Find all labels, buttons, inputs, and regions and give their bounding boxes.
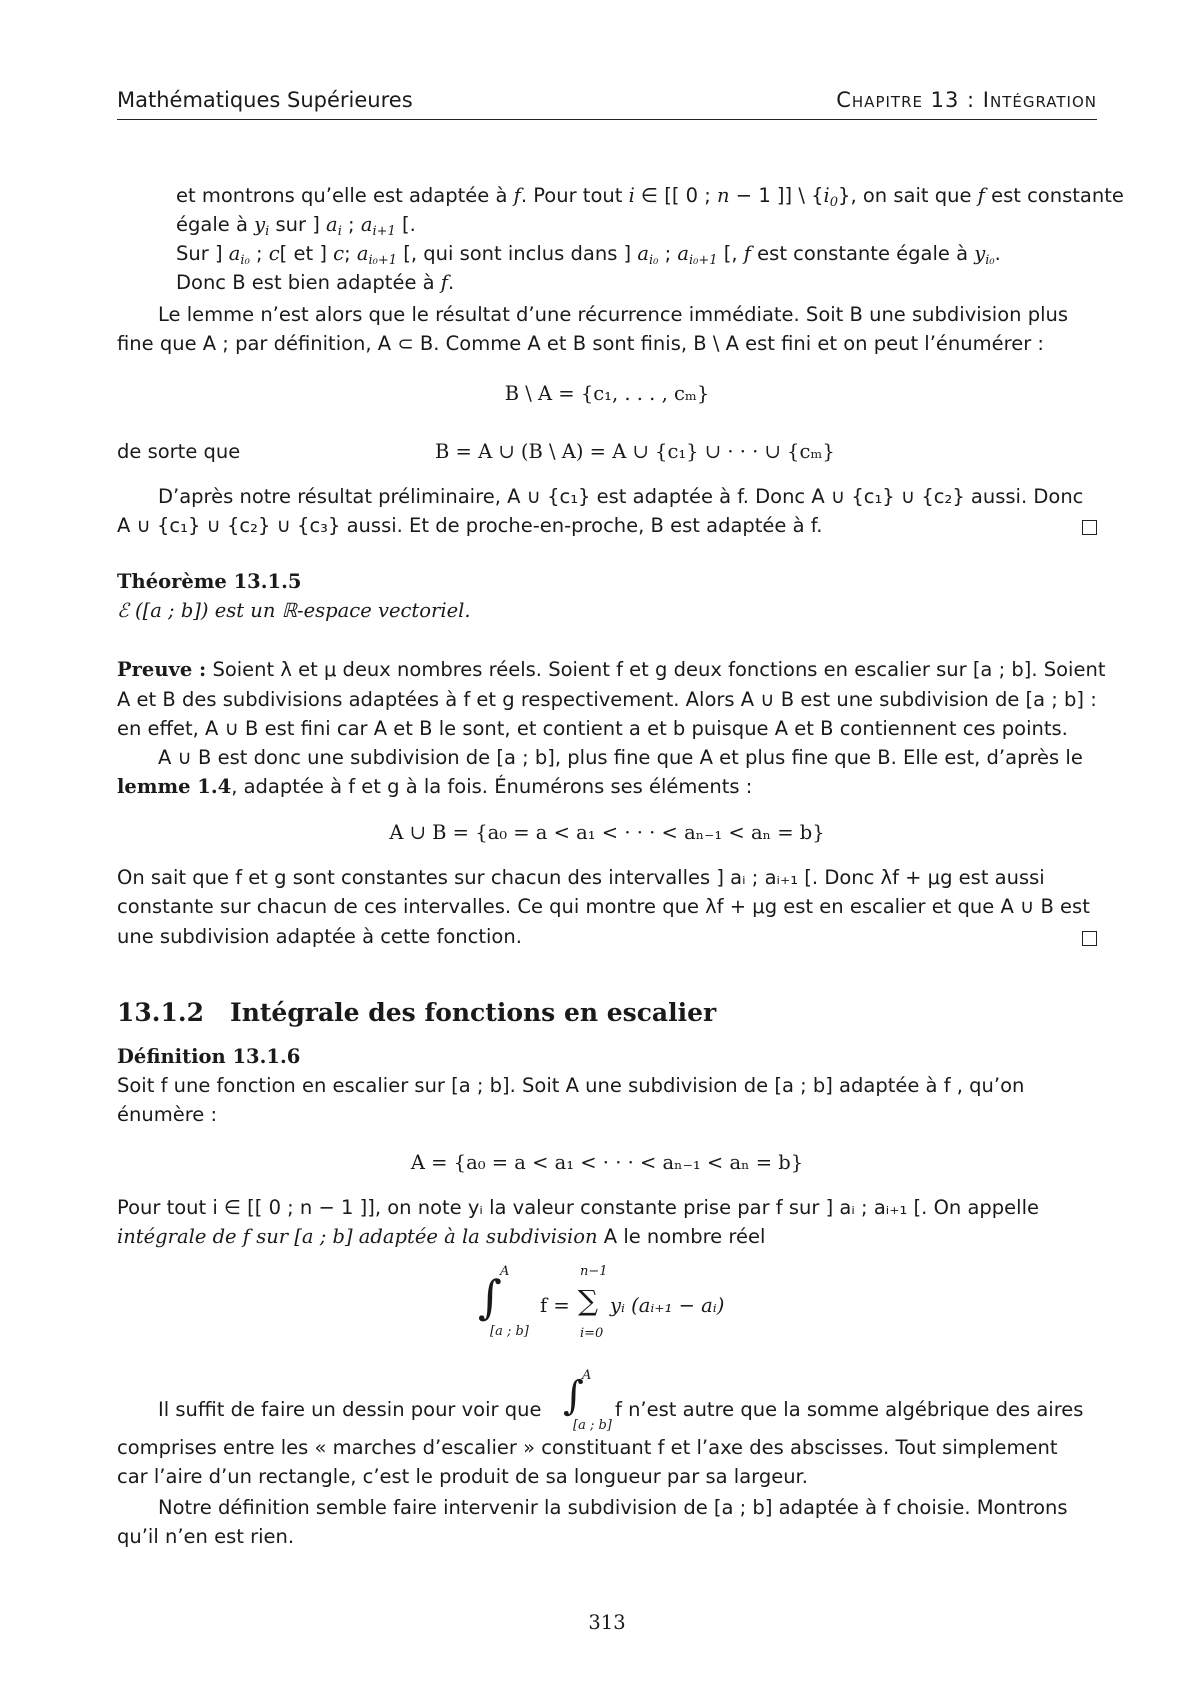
definition-equation: A = {a₀ = a < a₁ < · · · < aₙ₋₁ < aₙ = b} [410, 1151, 804, 1174]
definition-title: Définition 13.1.6 [117, 1045, 301, 1068]
preuve-line6: On sait que f et g sont constantes sur chacun des intervalles ] aᵢ ; aᵢ₊₁ [. Donc λf + μg est aussi [117, 866, 1045, 889]
header-rule [117, 119, 1097, 120]
integral-lower-bound: [a ; b] [490, 1324, 529, 1339]
definition-line1: Soit f une fonction en escalier sur [a ; b]. Soit A une subdivision de [a ; b] adaptée à f , qu’on [117, 1074, 1025, 1097]
para2-line2: fine que A ; par définition, A ⊂ B. Comme A et B sont finis, B \ A est fini et on peut l’énumérer : [117, 332, 1044, 355]
equation-b-minus-a: B \ A = {c₁, . . . , cₘ} [504, 382, 710, 405]
after-line4: Notre définition semble faire intervenir la subdivision de [a ; b] adaptée à f choisie. Montrons [158, 1496, 1068, 1519]
para1-line2: égale à $y_i$ sur ] $a_i$ ; $a_{i+1}$ [. [176, 213, 416, 239]
preuve-line7: constante sur chacun de ces intervalles. Ce qui montre que λf + μg est en escalier et que A ∪ B est [117, 895, 1090, 918]
preuve-line8: une subdivision adaptée à cette fonction. [117, 925, 522, 948]
integral-sign: ∫ [478, 1270, 502, 1324]
section-heading [117, 998, 716, 1027]
sum-body: yᵢ (aᵢ₊₁ − aᵢ) [610, 1294, 725, 1317]
after-line1-end: f n’est autre que la somme algébrique des aires [615, 1398, 1084, 1421]
inline-integral-lower: [a ; b] [573, 1418, 612, 1433]
qed-square-2 [1082, 931, 1097, 946]
integral-f-equals: f = [540, 1294, 570, 1317]
inline-integral [563, 1368, 623, 1438]
inline-integral-sign: ∫ [563, 1373, 584, 1419]
qed-square [1082, 520, 1097, 535]
preuve-label: Preuve : [117, 658, 207, 681]
definition-line4: intégrale de f sur [a ; b] adaptée à la subdivision A le nombre réel [117, 1225, 766, 1248]
after-line3: car l’aire d’un rectangle, c’est le produit de sa longueur par sa largeur. [117, 1465, 808, 1488]
preuve-line2: A et B des subdivisions adaptées à f et g respectivement. Alors A ∪ B est une subdivision de [a ; b] : [117, 688, 1097, 711]
equation-a-union-b: A ∪ B = {a₀ = a < a₁ < · · · < aₙ₋₁ < aₙ = b} [389, 821, 825, 844]
sum-upper-bound: n−1 [580, 1264, 608, 1279]
preuve-line1: Preuve : Soient λ et μ deux nombres réels. Soient f et g deux fonctions en escalier sur [a ; b]. Soient [117, 658, 1106, 681]
section-title: Intégrale des fonctions en escalier [230, 998, 717, 1027]
integral-upper-bound: A [500, 1264, 510, 1279]
sum-lower-bound: i=0 [580, 1326, 604, 1341]
equation-b-union: B = A ∪ (B \ A) = A ∪ {c₁} ∪ · · · ∪ {cₘ} [435, 440, 835, 463]
sum-sign: ∑ [578, 1284, 598, 1317]
para3-line2: A ∪ {c₁} ∪ {c₂} ∪ {c₃} aussi. Et de proche-en-proche, B est adaptée à f. [117, 514, 823, 537]
section-number: 13.1.2 [117, 998, 204, 1027]
running-header-left: Mathématiques Supérieures [117, 88, 413, 112]
theorem-statement: ℰ ([a ; b]) est un ℝ-espace vectoriel. [117, 599, 471, 622]
after-line1-start: Il suffit de faire un dessin pour voir que [158, 1398, 542, 1421]
preuve-line5: lemme 1.4, adaptée à f et g à la fois. Énumérons ses éléments : [117, 775, 753, 798]
preuve-line4: A ∪ B est donc une subdivision de [a ; b], plus fine que A et plus fine que B. Elle est, d’après le [158, 746, 1083, 769]
para2-line1: Le lemme n’est alors que le résultat d’une récurrence immédiate. Soit B une subdivision plus [158, 303, 1069, 326]
para3-line1: D’après notre résultat préliminaire, A ∪ {c₁} est adaptée à f. Donc A ∪ {c₁} ∪ {c₂} aussi. Donc [158, 485, 1084, 508]
after-line2: comprises entre les « marches d’escalier » constituant f et l’axe des abscisses. Tout simplement [117, 1436, 1058, 1459]
definition-line3: Pour tout i ∈ [[ 0 ; n − 1 ]], on note yᵢ la valeur constante prise par f sur ] aᵢ ; aᵢ₊₁ [. On appelle [117, 1196, 1040, 1219]
theorem-title: Théorème 13.1.5 [117, 570, 302, 593]
running-header-right: Chapitre 13 : Intégration [836, 88, 1097, 112]
lemma-reference: lemme 1.4 [117, 775, 232, 798]
integral-formula [478, 1262, 738, 1348]
after-line5: qu’il n’en est rien. [117, 1525, 295, 1548]
preuve-line3: en effet, A ∪ B est fini car A et B le sont, et contient a et b puisque A et B contiennent ces points. [117, 717, 1068, 740]
inline-integral-upper: A [582, 1368, 592, 1383]
definition-line2: énumère : [117, 1103, 218, 1126]
page-number: 313 [588, 1611, 626, 1634]
para1-line4: Donc B est bien adaptée à f. [176, 271, 455, 294]
para1-line1: et montrons qu’elle est adaptée à f. Pour tout i ∈ [[ 0 ; n − 1 ]] \ $\{i_0\}$, on sait que f est constante [176, 184, 1124, 210]
de-sorte-que: de sorte que [117, 440, 241, 463]
para1-line3: Sur ] $a_{i_0}$ ; c[ et ] c; $a_{i_0+1}$ [, qui sont inclus dans ] $a_{i_0}$ ; $a_{i_0+1}$ [, f est constante égale à $y_{i_0}$. [176, 242, 1001, 268]
